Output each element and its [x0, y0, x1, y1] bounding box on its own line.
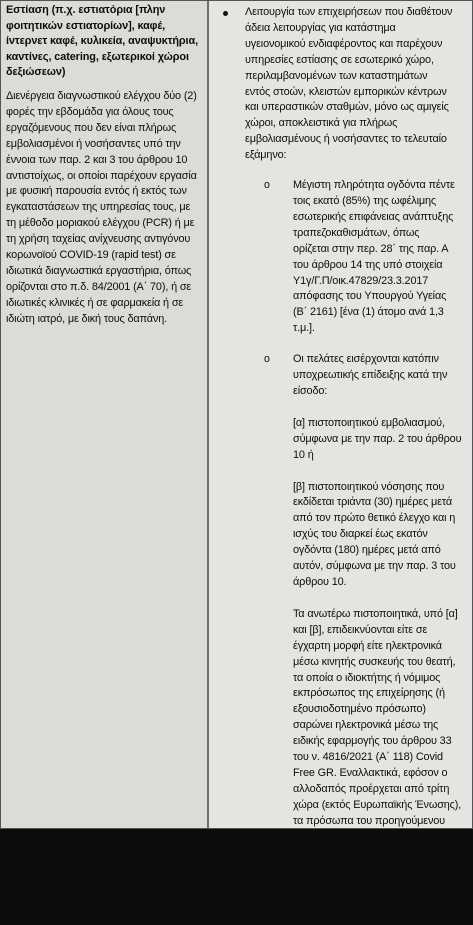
main-bullet-item — [223, 5, 464, 164]
testing-requirement-text: Διενέργεια διαγνωστικού ελέγχου δύο (2) φορές την εβδομάδα για όλους τους εργαζόμενους που δεν είναι πλήρως εμβολιασμένοι ή νοσήσαντες υπό την έννοια των παρ. 2 και 3 του άρθρου 10 αντιστοίχως, οι οποίοι παρέχουν εργασία με φυσική παρουσία εντός ή εκτός των εγκαταστάσεων της υπηρεσίας τους, με τη μέθοδο μοριακού ελέγχου (PCR) ή με τη χρήση ταχείας ανίχνευσης αντιγόνου κορωνοϊού COVID-19 (rapid test) σε ιδιωτικά διαγνωστικά εργαστήρια, όπως ορίζονται στο π.δ. 84/2001 (Α΄ 70), ή σε ιδιωτικές κλινικές ή σε φαρμακεία ή σε ιδιώτη ιατρό, με δική τους δαπάνη. — [6, 89, 197, 325]
main-bullet-text: Λειτουργία των επιχειρήσεων που διαθέτουν άδεια λειτουργίας για κατάστημα υγειονομικού ενδιαφέροντος και παρέχουν υπηρεσίες εστίασης σε εσωτερικό χώρο, περιλαμβανομένων των καταστημάτων εντός στοών, κλειστών εμπορικών κέντρων και υπεραστικών σταθμών, μόνο ως αμιγείς χώροι, αποκλειστικά για πλήρως εμβολιασμένους ή νοσήσαντες το τελευταίο εξάμηνο: — [245, 6, 453, 162]
certificate-verification-text: Τα ανωτέρω πιστοποιητικά, υπό [α] και [β], επιδεικνύονται είτε σε έγχαρτη μορφή είτε ηλεκτρονικά μέσω κινητής συσκευής του θεατή, τα οποία ο ιδιοκτήτης ή νόμιμος εκπρόσωπος της επιχείρησης (ή εξουσιοδοτημένο πρόσωπο) σαρώνει ηλεκτρονικά μέσω της ειδικής εφαρμογής του άρθρου 33 του ν. 4816/2021 (Α΄ 118) Covid Free GR. Εναλλακτικά, εφόσον ο αλλοδαπός προέρχεται από τρίτη χώρα (εκτός Ευρωπαϊκής Ένωσης), τα πρόσωπα του προηγούμενου εδαφίου ελέγχουν τα ανωτέρω πιστοποιητικά σε έγχαρτη μορφή. — [293, 607, 462, 859]
entry-requirement-text: Οι πελάτες εισέρχονται κατόπιν υποχρεωτικής επίδειξης κατά την είσοδο: — [293, 353, 448, 397]
recovery-certificate-text: [β] πιστοποιητικού νόσησης που εκδίδεται τριάντα (30) ημέρες μετά από τον πρώτο θετικό έλεγχο και η ισχύς του διαρκεί έως εκατόν ογδόντα (180) ημέρες μετά από αυτόν, σύμφωνα με την παρ. 3 του άρθρου 10. — [293, 480, 456, 588]
category-heading: Εστίαση (π.χ. εστιατόρια [πλην φοιτητικών εστιατορίων], καφέ, ίντερνετ καφέ, κυλικεία, αναψυκτήρια, καντίνες, catering, εξωτερικοί χώροι δεξιώσεων) — [6, 4, 198, 79]
category-column — [1, 1, 209, 828]
sub-bullet-marker: o — [264, 878, 270, 891]
measures-column — [209, 1, 472, 923]
vaccination-certificate-text: [α] πιστοποιητικού εμβολιασμού, σύμφωνα με την παρ. 2 του άρθρου 10 ή — [293, 416, 462, 461]
bullet-dot-icon — [223, 11, 228, 16]
sub-item-minors — [264, 877, 464, 925]
capacity-text: Μέγιστη πληρότητα ογδόντα πέντε τοις εκατό (85%) της ωφέλιμης εσωτερικής επιφάνειας ανάπτυξης τραπεζοκαθισμάτων, όπως ορίζεται στην περ. 28΄ της παρ. Α του άρθρου 14 της υπό στοιχεία Υ1γ/Γ.Π/οικ.47829/23.3.2017 απόφασης του Υπουργού Υγείας (Β΄ 2161) [ένα (1) άτομο ανά 1,3 τ.μ.]. — [293, 179, 455, 335]
sub-bullet-marker: o — [264, 179, 270, 192]
sub-bullet-marker: o — [264, 353, 270, 366]
minors-text: Οι ως άνω υποχρεώσεις περιλαμβάνουν ανηλίκους από δώδεκα (12) ετών και άνω. — [293, 878, 438, 923]
sub-item-entry — [264, 352, 464, 400]
sub-item-capacity — [264, 178, 464, 337]
